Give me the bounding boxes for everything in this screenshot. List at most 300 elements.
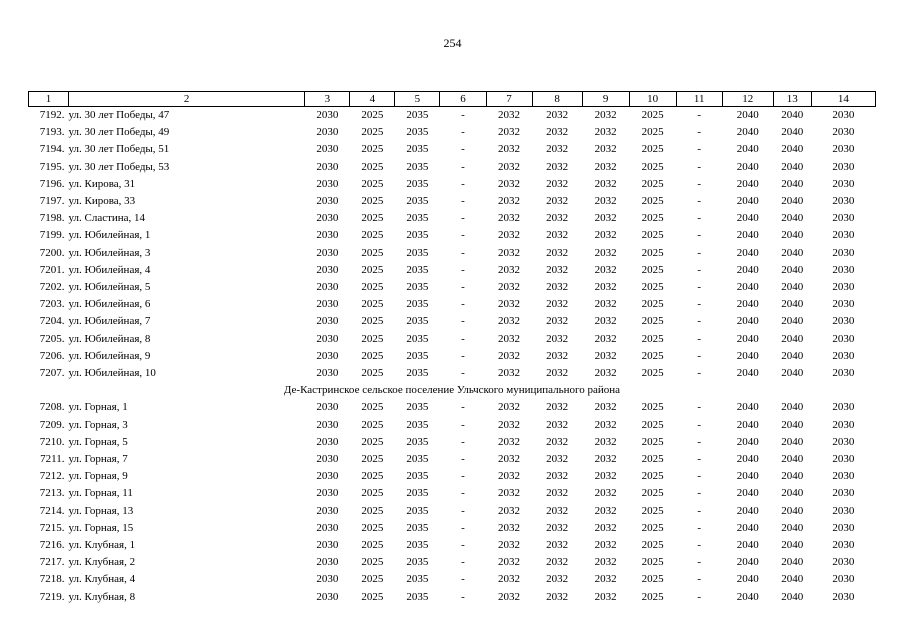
- year-cell-col-11: -: [697, 263, 702, 276]
- year-cell-col-7: 2032: [498, 521, 521, 534]
- year-cell-col-9: 2032: [594, 349, 617, 362]
- year-cell-col-11: -: [697, 109, 702, 121]
- year-cell-col-9: 2032: [594, 229, 617, 242]
- row-number: 7210.: [39, 435, 65, 448]
- section-heading-row: [29, 382, 876, 399]
- address-cell: [29, 193, 305, 210]
- row-number: 7203.: [39, 298, 65, 311]
- year-cell-col-12: 2040: [736, 504, 759, 517]
- year-cell-col-6: -: [461, 435, 465, 448]
- address-cell: [29, 107, 305, 125]
- year-cell-col-3: 2030: [316, 401, 339, 414]
- year-cell-col-10: 2025: [641, 573, 664, 586]
- year-cell-col-5: 2035: [406, 332, 429, 345]
- year-cell-col-11: -: [697, 332, 702, 345]
- year-cell-col-8: 2032: [546, 298, 569, 311]
- table-row: [29, 245, 876, 262]
- year-cell-col-12: 2040: [736, 453, 759, 466]
- year-cell-col-4: 2025: [361, 195, 384, 208]
- year-cell-col-10: 2025: [641, 556, 664, 569]
- year-cell-col-10: 2025: [641, 212, 664, 225]
- year-cell-col-14: 2030: [832, 470, 855, 483]
- year-cell-col-7: 2032: [498, 229, 521, 242]
- year-cell-col-14: 2030: [832, 177, 855, 190]
- year-cell-col-13: 2040: [781, 143, 804, 156]
- table-row: [29, 434, 876, 451]
- year-cell-col-9: 2032: [594, 556, 617, 569]
- year-cell-col-6: -: [461, 590, 465, 603]
- year-cell-col-6: -: [461, 418, 465, 431]
- year-cell-col-4: 2025: [361, 229, 384, 242]
- year-cell-col-5: 2035: [406, 367, 429, 380]
- column-header-cell: 4: [350, 92, 395, 107]
- year-cell-col-11: -: [697, 315, 702, 328]
- address-cell: [29, 348, 305, 365]
- year-cell-col-14: 2030: [832, 590, 855, 603]
- year-cell-col-12: 2040: [736, 435, 759, 448]
- year-cell-col-9: 2032: [594, 143, 617, 156]
- year-cell-col-12: 2040: [736, 229, 759, 242]
- address-text: ул. Юбилейная, 8: [68, 332, 151, 345]
- year-cell-col-5: 2035: [406, 487, 429, 500]
- address-cell: [29, 296, 305, 313]
- table-row: [29, 313, 876, 330]
- year-cell-col-4: 2025: [361, 453, 384, 466]
- year-cell-col-8: 2032: [546, 435, 569, 448]
- column-header-cell: 14: [811, 92, 875, 107]
- address-cell: [29, 434, 305, 451]
- year-cell-col-8: 2032: [546, 453, 569, 466]
- year-cell-col-14: 2030: [832, 418, 855, 431]
- table-row: [29, 417, 876, 434]
- year-cell-col-6: -: [461, 126, 465, 139]
- year-cell-col-14: 2030: [832, 521, 855, 534]
- year-cell-col-8: 2032: [546, 109, 569, 121]
- year-cell-col-6: -: [461, 539, 465, 552]
- year-cell-col-12: 2040: [736, 177, 759, 190]
- year-cell-col-12: 2040: [736, 487, 759, 500]
- year-cell-col-10: 2025: [641, 177, 664, 190]
- year-cell-col-14: 2030: [832, 160, 855, 173]
- row-number: 7212.: [39, 470, 65, 483]
- address-cell: [29, 485, 305, 502]
- year-cell-col-14: 2030: [832, 349, 855, 362]
- address-cell: [29, 210, 305, 227]
- year-cell-col-11: -: [697, 367, 702, 380]
- address-cell: [29, 537, 305, 554]
- year-cell-col-9: 2032: [594, 521, 617, 534]
- year-cell-col-10: 2025: [641, 160, 664, 173]
- address-cell: [29, 141, 305, 158]
- year-cell-col-7: 2032: [498, 246, 521, 259]
- column-header-cell: 12: [722, 92, 773, 107]
- year-cell-col-10: 2025: [641, 109, 664, 121]
- year-cell-col-12: 2040: [736, 349, 759, 362]
- table-row: [29, 262, 876, 279]
- year-cell-col-7: 2032: [498, 573, 521, 586]
- year-cell-col-6: -: [461, 143, 465, 156]
- year-cell-col-10: 2025: [641, 418, 664, 431]
- year-cell-col-12: 2040: [736, 590, 759, 603]
- year-cell-col-9: 2032: [594, 332, 617, 345]
- year-cell-col-12: 2040: [736, 521, 759, 534]
- year-cell-col-14: 2030: [832, 332, 855, 345]
- year-cell-col-6: -: [461, 367, 465, 380]
- year-cell-col-11: -: [697, 504, 702, 517]
- year-cell-col-11: -: [697, 281, 702, 294]
- address-text: ул. Кирова, 31: [68, 177, 136, 190]
- year-cell-col-7: 2032: [498, 177, 521, 190]
- year-cell-col-12: 2040: [736, 401, 759, 414]
- year-cell-col-10: 2025: [641, 487, 664, 500]
- year-cell-col-10: 2025: [641, 281, 664, 294]
- year-cell-col-8: 2032: [546, 573, 569, 586]
- column-header-cell: 9: [582, 92, 629, 107]
- address-text: ул. Кирова, 33: [68, 195, 136, 208]
- year-cell-col-3: 2030: [316, 263, 339, 276]
- year-cell-col-11: -: [697, 453, 702, 466]
- year-cell-col-12: 2040: [736, 212, 759, 225]
- row-number: 7208.: [39, 401, 65, 414]
- year-cell-col-10: 2025: [641, 263, 664, 276]
- row-number: 7197.: [39, 195, 65, 208]
- year-cell-col-10: 2025: [641, 315, 664, 328]
- year-cell-col-6: -: [461, 229, 465, 242]
- page-number: 254: [443, 36, 462, 50]
- year-cell-col-12: 2040: [736, 263, 759, 276]
- row-number: 7201.: [39, 263, 65, 276]
- year-cell-col-14: 2030: [832, 229, 855, 242]
- year-cell-col-12: 2040: [736, 126, 759, 139]
- column-header-cell: 5: [395, 92, 440, 107]
- year-cell-col-9: 2032: [594, 504, 617, 517]
- year-cell-col-14: 2030: [832, 401, 855, 414]
- year-cell-col-9: 2032: [594, 401, 617, 414]
- year-cell-col-14: 2030: [832, 573, 855, 586]
- year-cell-col-10: 2025: [641, 521, 664, 534]
- year-cell-col-5: 2035: [406, 556, 429, 569]
- year-cell-col-13: 2040: [781, 109, 804, 121]
- year-cell-col-7: 2032: [498, 109, 521, 121]
- table-row: [29, 520, 876, 537]
- year-cell-col-8: 2032: [546, 246, 569, 259]
- address-cell: [29, 245, 305, 262]
- year-cell-col-7: 2032: [498, 556, 521, 569]
- year-cell-col-8: 2032: [546, 177, 569, 190]
- year-cell-col-6: -: [461, 487, 465, 500]
- year-cell-col-14: 2030: [832, 109, 855, 121]
- table-row: [29, 348, 876, 365]
- year-cell-col-11: -: [697, 418, 702, 431]
- year-cell-col-11: -: [697, 401, 702, 414]
- year-cell-col-12: 2040: [736, 195, 759, 208]
- address-text: ул. 30 лет Победы, 47: [68, 109, 170, 121]
- year-cell-col-12: 2040: [736, 539, 759, 552]
- year-cell-col-14: 2030: [832, 246, 855, 259]
- year-cell-col-10: 2025: [641, 229, 664, 242]
- year-cell-col-7: 2032: [498, 539, 521, 552]
- year-cell-col-7: 2032: [498, 349, 521, 362]
- address-text: ул. Юбилейная, 1: [68, 229, 151, 242]
- year-cell-col-14: 2030: [832, 556, 855, 569]
- row-number: 7196.: [39, 177, 65, 190]
- year-cell-col-7: 2032: [498, 298, 521, 311]
- year-cell-col-14: 2030: [832, 453, 855, 466]
- row-number: 7215.: [39, 521, 65, 534]
- address-text: ул. Горная, 1: [68, 401, 128, 414]
- year-cell-col-11: -: [697, 177, 702, 190]
- year-cell-col-8: 2032: [546, 418, 569, 431]
- year-cell-col-13: 2040: [781, 177, 804, 190]
- row-number: 7195.: [39, 160, 65, 173]
- year-cell-col-13: 2040: [781, 539, 804, 552]
- schedule-table: [28, 91, 876, 606]
- year-cell-col-4: 2025: [361, 504, 384, 517]
- year-cell-col-5: 2035: [406, 453, 429, 466]
- row-number: 7199.: [39, 229, 65, 242]
- address-text: ул. Клубная, 8: [68, 590, 136, 603]
- address-cell: [29, 417, 305, 434]
- year-cell-col-9: 2032: [594, 263, 617, 276]
- address-cell: [29, 124, 305, 141]
- year-cell-col-3: 2030: [316, 590, 339, 603]
- year-cell-col-13: 2040: [781, 487, 804, 500]
- year-cell-col-7: 2032: [498, 160, 521, 173]
- row-number: 7219.: [39, 590, 65, 603]
- year-cell-col-3: 2030: [316, 109, 339, 121]
- year-cell-col-9: 2032: [594, 160, 617, 173]
- year-cell-col-13: 2040: [781, 401, 804, 414]
- year-cell-col-4: 2025: [361, 435, 384, 448]
- year-cell-col-11: -: [697, 212, 702, 225]
- year-cell-col-11: -: [697, 143, 702, 156]
- year-cell-col-11: -: [697, 126, 702, 139]
- address-cell: [29, 313, 305, 330]
- year-cell-col-10: 2025: [641, 401, 664, 414]
- year-cell-col-7: 2032: [498, 195, 521, 208]
- year-cell-col-13: 2040: [781, 453, 804, 466]
- year-cell-col-13: 2040: [781, 246, 804, 259]
- address-text: ул. Юбилейная, 3: [68, 246, 151, 259]
- year-cell-col-13: 2040: [781, 195, 804, 208]
- address-cell: [29, 468, 305, 485]
- year-cell-col-13: 2040: [781, 298, 804, 311]
- year-cell-col-4: 2025: [361, 367, 384, 380]
- year-cell-col-13: 2040: [781, 435, 804, 448]
- year-cell-col-10: 2025: [641, 470, 664, 483]
- row-number: 7202.: [39, 281, 65, 294]
- year-cell-col-3: 2030: [316, 556, 339, 569]
- year-cell-col-3: 2030: [316, 332, 339, 345]
- year-cell-col-13: 2040: [781, 367, 804, 380]
- year-cell-col-4: 2025: [361, 418, 384, 431]
- address-cell: [29, 589, 305, 606]
- year-cell-col-5: 2035: [406, 126, 429, 139]
- year-cell-col-5: 2035: [406, 504, 429, 517]
- year-cell-col-3: 2030: [316, 418, 339, 431]
- address-cell: [29, 520, 305, 537]
- year-cell-col-4: 2025: [361, 212, 384, 225]
- column-header-cell: 2: [69, 92, 305, 107]
- year-cell-col-8: 2032: [546, 212, 569, 225]
- year-cell-col-11: -: [697, 590, 702, 603]
- address-text: ул. Юбилейная, 6: [68, 298, 151, 311]
- year-cell-col-10: 2025: [641, 246, 664, 259]
- year-cell-col-12: 2040: [736, 246, 759, 259]
- table-row: [29, 571, 876, 588]
- year-cell-col-5: 2035: [406, 160, 429, 173]
- column-header-cell: 10: [629, 92, 676, 107]
- address-cell: [29, 399, 305, 416]
- year-cell-col-11: -: [697, 556, 702, 569]
- year-cell-col-9: 2032: [594, 298, 617, 311]
- address-text: ул. Горная, 15: [68, 521, 134, 534]
- year-cell-col-3: 2030: [316, 315, 339, 328]
- address-text: ул. Клубная, 2: [68, 556, 136, 569]
- year-cell-col-9: 2032: [594, 435, 617, 448]
- year-cell-col-5: 2035: [406, 539, 429, 552]
- year-cell-col-10: 2025: [641, 195, 664, 208]
- year-cell-col-8: 2032: [546, 367, 569, 380]
- year-cell-col-9: 2032: [594, 195, 617, 208]
- year-cell-col-14: 2030: [832, 143, 855, 156]
- year-cell-col-6: -: [461, 504, 465, 517]
- row-number: 7216.: [39, 539, 65, 552]
- year-cell-col-13: 2040: [781, 281, 804, 294]
- column-header-cell: 3: [305, 92, 350, 107]
- year-cell-col-8: 2032: [546, 349, 569, 362]
- year-cell-col-4: 2025: [361, 143, 384, 156]
- year-cell-col-11: -: [697, 470, 702, 483]
- year-cell-col-6: -: [461, 521, 465, 534]
- section-title: Де-Кастринское сельское поселение Ульчского муниципального района: [283, 384, 621, 397]
- year-cell-col-11: -: [697, 573, 702, 586]
- year-cell-col-4: 2025: [361, 401, 384, 414]
- year-cell-col-14: 2030: [832, 504, 855, 517]
- year-cell-col-12: 2040: [736, 109, 759, 121]
- year-cell-col-5: 2035: [406, 315, 429, 328]
- table-row: [29, 365, 876, 382]
- row-number: 7213.: [39, 487, 65, 500]
- year-cell-col-3: 2030: [316, 160, 339, 173]
- table-row: [29, 554, 876, 571]
- year-cell-col-8: 2032: [546, 315, 569, 328]
- year-cell-col-11: -: [697, 298, 702, 311]
- table-row: [29, 193, 876, 210]
- address-cell: [29, 227, 305, 244]
- year-cell-col-8: 2032: [546, 143, 569, 156]
- year-cell-col-7: 2032: [498, 453, 521, 466]
- table-body: [29, 92, 876, 606]
- year-cell-col-13: 2040: [781, 573, 804, 586]
- address-text: ул. Горная, 3: [68, 418, 128, 431]
- table-row: [29, 107, 876, 125]
- address-text: ул. Горная, 7: [68, 453, 128, 466]
- year-cell-col-5: 2035: [406, 177, 429, 190]
- year-cell-col-4: 2025: [361, 263, 384, 276]
- address-cell: [29, 503, 305, 520]
- year-cell-col-7: 2032: [498, 401, 521, 414]
- year-cell-col-9: 2032: [594, 246, 617, 259]
- year-cell-col-4: 2025: [361, 349, 384, 362]
- year-cell-col-5: 2035: [406, 349, 429, 362]
- year-cell-col-6: -: [461, 453, 465, 466]
- year-cell-col-4: 2025: [361, 556, 384, 569]
- year-cell-col-6: -: [461, 212, 465, 225]
- year-cell-col-3: 2030: [316, 349, 339, 362]
- table-row: [29, 331, 876, 348]
- year-cell-col-8: 2032: [546, 195, 569, 208]
- year-cell-col-6: -: [461, 349, 465, 362]
- table-row: [29, 279, 876, 296]
- column-header-cell: 11: [676, 92, 722, 107]
- year-cell-col-7: 2032: [498, 367, 521, 380]
- year-cell-col-12: 2040: [736, 160, 759, 173]
- row-number: 7198.: [39, 212, 65, 225]
- address-text: ул. Клубная, 1: [68, 539, 136, 552]
- year-cell-col-10: 2025: [641, 539, 664, 552]
- year-cell-col-8: 2032: [546, 539, 569, 552]
- table-row: [29, 159, 876, 176]
- year-cell-col-7: 2032: [498, 126, 521, 139]
- address-text: ул. 30 лет Победы, 51: [68, 143, 170, 156]
- year-cell-col-8: 2032: [546, 470, 569, 483]
- year-cell-col-4: 2025: [361, 281, 384, 294]
- year-cell-col-12: 2040: [736, 367, 759, 380]
- year-cell-col-13: 2040: [781, 332, 804, 345]
- year-cell-col-3: 2030: [316, 435, 339, 448]
- year-cell-col-9: 2032: [594, 453, 617, 466]
- year-cell-col-4: 2025: [361, 590, 384, 603]
- year-cell-col-13: 2040: [781, 212, 804, 225]
- address-cell: [29, 571, 305, 588]
- address-cell: [29, 331, 305, 348]
- year-cell-col-7: 2032: [498, 212, 521, 225]
- table-row: [29, 485, 876, 502]
- year-cell-col-5: 2035: [406, 298, 429, 311]
- year-cell-col-3: 2030: [316, 453, 339, 466]
- year-cell-col-7: 2032: [498, 315, 521, 328]
- table-row: [29, 451, 876, 468]
- year-cell-col-13: 2040: [781, 315, 804, 328]
- year-cell-col-12: 2040: [736, 470, 759, 483]
- year-cell-col-10: 2025: [641, 332, 664, 345]
- row-number: 7194.: [39, 143, 65, 156]
- row-number: 7214.: [39, 504, 65, 517]
- year-cell-col-9: 2032: [594, 590, 617, 603]
- year-cell-col-9: 2032: [594, 315, 617, 328]
- year-cell-col-3: 2030: [316, 521, 339, 534]
- year-cell-col-10: 2025: [641, 453, 664, 466]
- year-cell-col-14: 2030: [832, 298, 855, 311]
- year-cell-col-14: 2030: [832, 263, 855, 276]
- column-header-cell: 7: [486, 92, 532, 107]
- year-cell-col-3: 2030: [316, 367, 339, 380]
- year-cell-col-3: 2030: [316, 229, 339, 242]
- year-cell-col-9: 2032: [594, 487, 617, 500]
- year-cell-col-7: 2032: [498, 487, 521, 500]
- year-cell-col-8: 2032: [546, 504, 569, 517]
- year-cell-col-9: 2032: [594, 539, 617, 552]
- year-cell-col-8: 2032: [546, 229, 569, 242]
- year-cell-col-4: 2025: [361, 298, 384, 311]
- address-cell: [29, 262, 305, 279]
- year-cell-col-10: 2025: [641, 126, 664, 139]
- year-cell-col-13: 2040: [781, 263, 804, 276]
- year-cell-col-10: 2025: [641, 590, 664, 603]
- column-header-cell: 8: [532, 92, 582, 107]
- year-cell-col-14: 2030: [832, 367, 855, 380]
